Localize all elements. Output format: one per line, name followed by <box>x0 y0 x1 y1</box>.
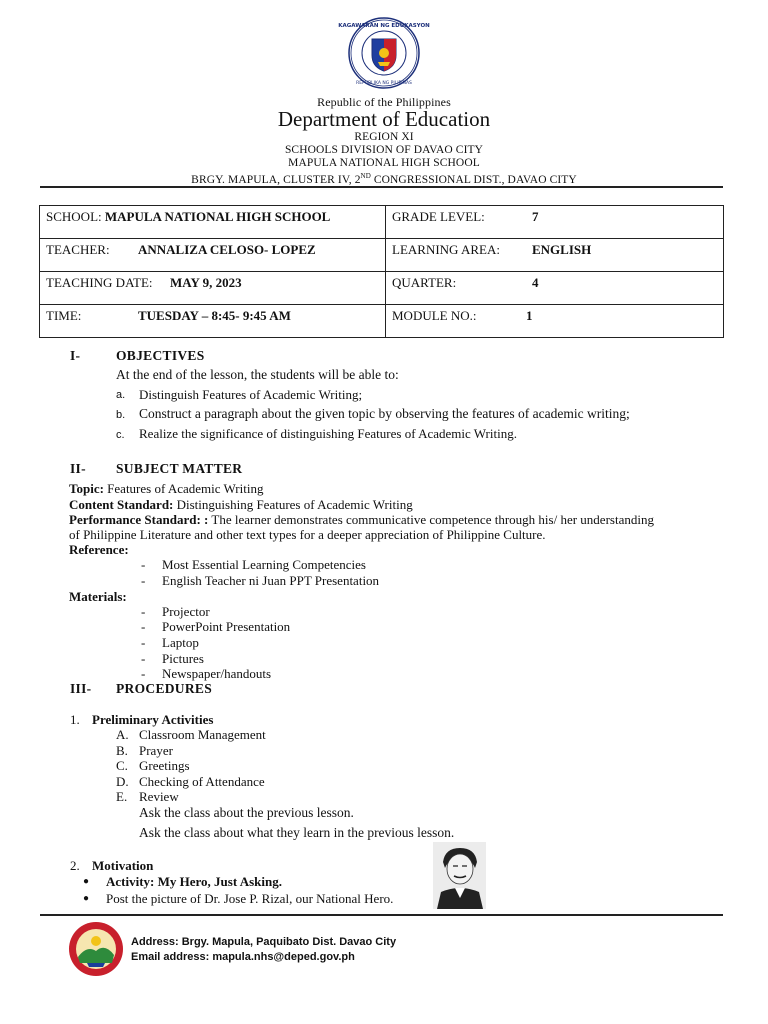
material-item: Projector <box>162 604 210 619</box>
module-value: 1 <box>526 308 533 323</box>
header-address: BRGY. MAPULA, CLUSTER IV, 2ND CONGRESSIONAL DIST., DAVAO CITY <box>191 172 577 186</box>
list-dash: - <box>141 635 146 650</box>
svg-text:REPUBLIKA NG PILIPINAS: REPUBLIKA NG PILIPINAS <box>356 81 412 86</box>
objectives-heading: OBJECTIVES <box>116 348 205 363</box>
material-item: Newspaper/handouts <box>162 666 272 681</box>
header-divider <box>40 186 723 188</box>
activity-item: Prayer <box>139 743 173 758</box>
reference-item: English Teacher ni Juan PPT Presentation <box>162 573 380 588</box>
procedures-number: III- <box>70 681 92 696</box>
preliminary-number: 1. <box>70 712 80 727</box>
footer-address: Address: Brgy. Mapula, Paquibato Dist. Davao City <box>131 936 397 948</box>
material-item: Pictures <box>162 651 204 666</box>
activity-marker: D. <box>116 774 129 789</box>
topic-line: Topic: Features of Academic Writing <box>69 481 264 496</box>
date-value: MAY 9, 2023 <box>170 275 242 290</box>
materials-label: Materials: <box>69 589 127 604</box>
objectives-number: I- <box>70 348 81 363</box>
activity-item: Checking of Attendance <box>139 774 265 789</box>
review-line: Ask the class about the previous lesson. <box>139 805 354 820</box>
content-standard-line: Content Standard: Distinguishing Features of Academic Writing <box>69 497 413 512</box>
time-value: TUESDAY – 8:45- 9:45 AM <box>138 308 291 323</box>
list-dash: - <box>141 557 146 572</box>
list-dash: - <box>141 619 146 634</box>
subject-matter-heading: SUBJECT MATTER <box>116 461 243 476</box>
activity-item: Classroom Management <box>139 727 266 742</box>
rizal-portrait-image <box>433 842 486 909</box>
list-dash: - <box>141 573 146 588</box>
area-value: ENGLISH <box>532 242 592 257</box>
footer-divider <box>40 914 723 916</box>
material-item: PowerPoint Presentation <box>162 619 291 634</box>
footer-email: Email address: mapula.nhs@deped.gov.ph <box>131 951 355 963</box>
svg-text:KAGAWARAN NG EDUKASYON: KAGAWARAN NG EDUKASYON <box>338 23 430 29</box>
activity-title: Activity: My Hero, Just Asking. <box>106 874 282 889</box>
quarter-value: 4 <box>532 275 539 290</box>
motivation-heading: Motivation <box>92 858 154 873</box>
school-label: SCHOOL: <box>46 209 105 224</box>
performance-standard-line-2: of Philippine Literature and other text types for a deeper appreciation of Philippine Culture. <box>69 527 546 542</box>
objective-marker: c. <box>116 429 125 441</box>
module-label: MODULE NO.: <box>392 308 477 323</box>
header-republic: Republic of the Philippines <box>317 95 451 109</box>
header-department: Department of Education <box>277 107 491 131</box>
activity-marker: B. <box>116 743 128 758</box>
subject-matter-number: II- <box>70 461 86 476</box>
reference-label: Reference: <box>69 542 129 557</box>
school-value: MAPULA NATIONAL HIGH SCHOOL <box>104 209 331 224</box>
bullet-icon: ● <box>83 893 90 904</box>
time-label: TIME: <box>46 308 82 323</box>
teacher-value: ANNALIZA CELOSO- LOPEZ <box>138 242 316 257</box>
list-dash: - <box>141 651 146 666</box>
objective-item: Distinguish Features of Academic Writing; <box>139 387 363 402</box>
date-label: TEACHING DATE: <box>46 275 153 290</box>
reference-item: Most Essential Learning Competencies <box>162 557 366 572</box>
list-dash: - <box>141 604 146 619</box>
header-division: SCHOOLS DIVISION OF DAVAO CITY <box>284 144 484 156</box>
preliminary-heading: Preliminary Activities <box>92 712 214 727</box>
bullet-icon: ● <box>83 876 90 887</box>
objective-item: Realize the significance of distinguishing Features of Academic Writing. <box>139 426 517 441</box>
post-picture-line: Post the picture of Dr. Jose P. Rizal, our National Hero. <box>106 891 394 906</box>
list-dash: - <box>141 666 146 681</box>
activity-marker: E. <box>116 789 128 804</box>
objective-marker: a. <box>116 389 126 401</box>
header-school: MAPULA NATIONAL HIGH SCHOOL <box>288 157 480 169</box>
activity-marker: C. <box>116 758 128 773</box>
lesson-info-table <box>39 205 724 338</box>
area-label: LEARNING AREA: <box>392 242 500 257</box>
teacher-label: TEACHER: <box>46 242 110 257</box>
procedures-heading: PROCEDURES <box>116 681 213 696</box>
activity-item: Greetings <box>139 758 190 773</box>
school-logo <box>67 921 125 977</box>
activity-item: Review <box>139 789 179 804</box>
review-line: Ask the class about what they learn in the previous lesson. <box>139 825 455 840</box>
activity-marker: A. <box>116 727 129 742</box>
motivation-number: 2. <box>70 858 80 873</box>
objectives-intro: At the end of the lesson, the students will be able to: <box>116 367 399 382</box>
objective-item: Construct a paragraph about the given topic by observing the features of academic writing; <box>139 406 630 421</box>
material-item: Laptop <box>162 635 199 650</box>
header-region: REGION XI <box>354 131 414 143</box>
objective-marker: b. <box>116 409 126 421</box>
grade-label: GRADE LEVEL: <box>392 209 485 224</box>
grade-value: 7 <box>532 209 539 224</box>
quarter-label: QUARTER: <box>392 275 457 290</box>
performance-standard-line: Performance Standard: : The learner demonstrates communicative competence through his/ her understanding <box>69 512 654 527</box>
deped-seal-logo <box>338 17 430 89</box>
